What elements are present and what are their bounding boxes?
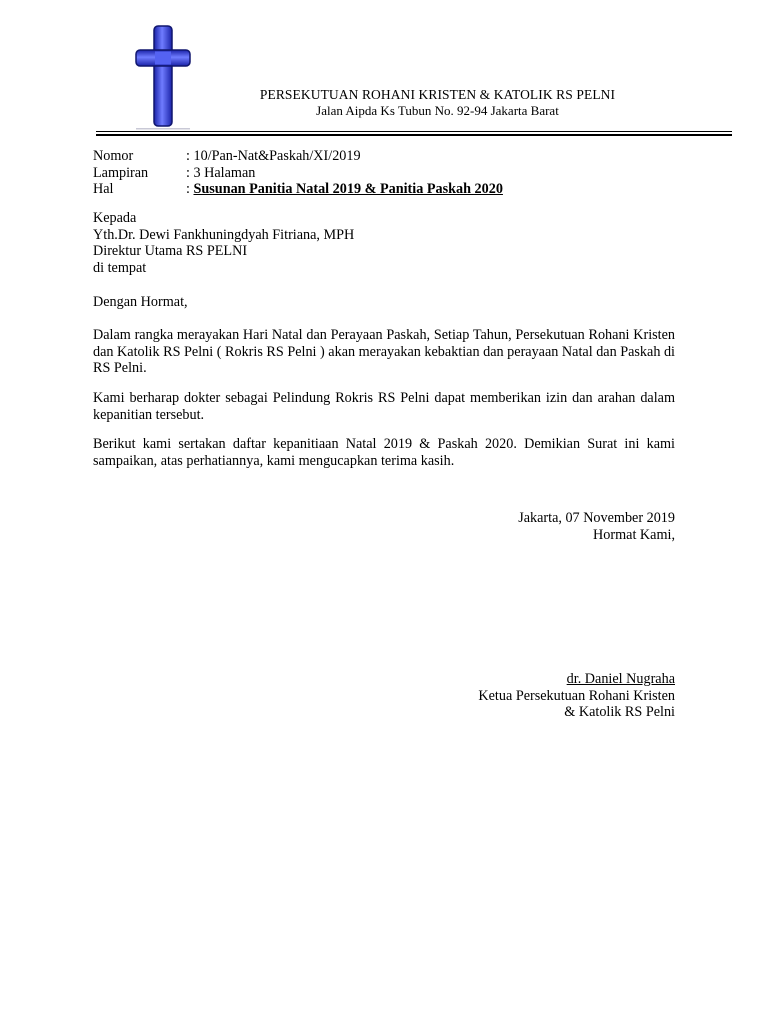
attachment-label: Lampiran: [93, 164, 149, 181]
recipient-name: Yth.Dr. Dewi Fankhuningdyah Fitriana, MPH: [93, 226, 355, 243]
signer-name: dr. Daniel Nugraha: [566, 671, 675, 687]
letterhead: [200, 86, 675, 119]
subject-label: Hal: [93, 181, 114, 197]
number-value: : 10/Pan-Nat&Paskah/XI/2019: [186, 148, 361, 164]
closing-regards: Hormat Kami,: [593, 526, 675, 543]
attachment-value: : 3 Halaman: [186, 164, 256, 181]
greeting: Dengan Hormat,: [93, 294, 188, 310]
subject-value: Susunan Panitia Natal 2019 & Panitia Paskah 2020: [193, 181, 503, 197]
meta-number-row: [93, 148, 503, 165]
recipient-title: Direktur Utama RS PELNI: [93, 243, 248, 259]
organization-name: PERSEKUTUAN ROHANI KRISTEN & KATOLIK RS PELNI: [259, 87, 616, 102]
body-paragraph-1: [93, 327, 675, 377]
recipient-place: di tempat: [93, 259, 147, 276]
body-paragraph-3: [93, 436, 675, 469]
paragraph-3-line-1: Berikut kami sertakan daftar kepanitiaan Natal 2019 & Paskah 2020. Demikian Surat ini: [93, 436, 640, 452]
letterhead-divider-thin: [96, 131, 732, 132]
organization-address: Jalan Aipda Ks Tubun No. 92-94 Jakarta Barat: [316, 103, 559, 118]
place-date: Jakarta, 07 November 2019: [518, 510, 675, 526]
recipient-salutation: Kepada: [93, 210, 137, 226]
paragraph-1-line-2: Rohani Kristen dan Katolik RS Pelni ( Rokris RS Pelni ) akan merayakan kebaktian dan: [93, 327, 676, 360]
signer-position-line-2: & Katolik RS Pelni: [564, 704, 675, 720]
body-paragraph-2: [93, 390, 675, 423]
cross-icon: [134, 24, 192, 130]
paragraph-1-line-1: Dalam rangka merayakan Hari Natal dan Perayaan Paskah, Setiap Tahun, Persekutuan: [93, 327, 585, 343]
meta-subject-row: [93, 181, 503, 198]
paragraph-1-line-3: perayaan Natal dan Paskah di RS Pelni.: [93, 343, 676, 376]
meta-attachment-row: [93, 165, 503, 182]
paragraph-3-line-2: kami sampaikan, atas perhatiannya, kami mengucapkan terima kasih.: [93, 436, 675, 469]
paragraph-2-line-1: Kami berharap dokter sebagai Pelindung Rokris RS Pelni dapat memberikan izin dan arahan: [93, 390, 636, 406]
signer-position-line-1: Ketua Persekutuan Rohani Kristen: [478, 687, 675, 704]
letter-meta: [93, 148, 503, 198]
closing-block: [518, 510, 675, 543]
recipient-block: [93, 210, 354, 276]
number-label: Nomor: [93, 148, 134, 164]
signature-block: [478, 671, 675, 721]
letterhead-divider-thick: [96, 134, 732, 136]
paragraph-2-line-2: dalam kepanitian tersebut.: [93, 390, 675, 423]
subject-prefix: :: [186, 181, 194, 197]
